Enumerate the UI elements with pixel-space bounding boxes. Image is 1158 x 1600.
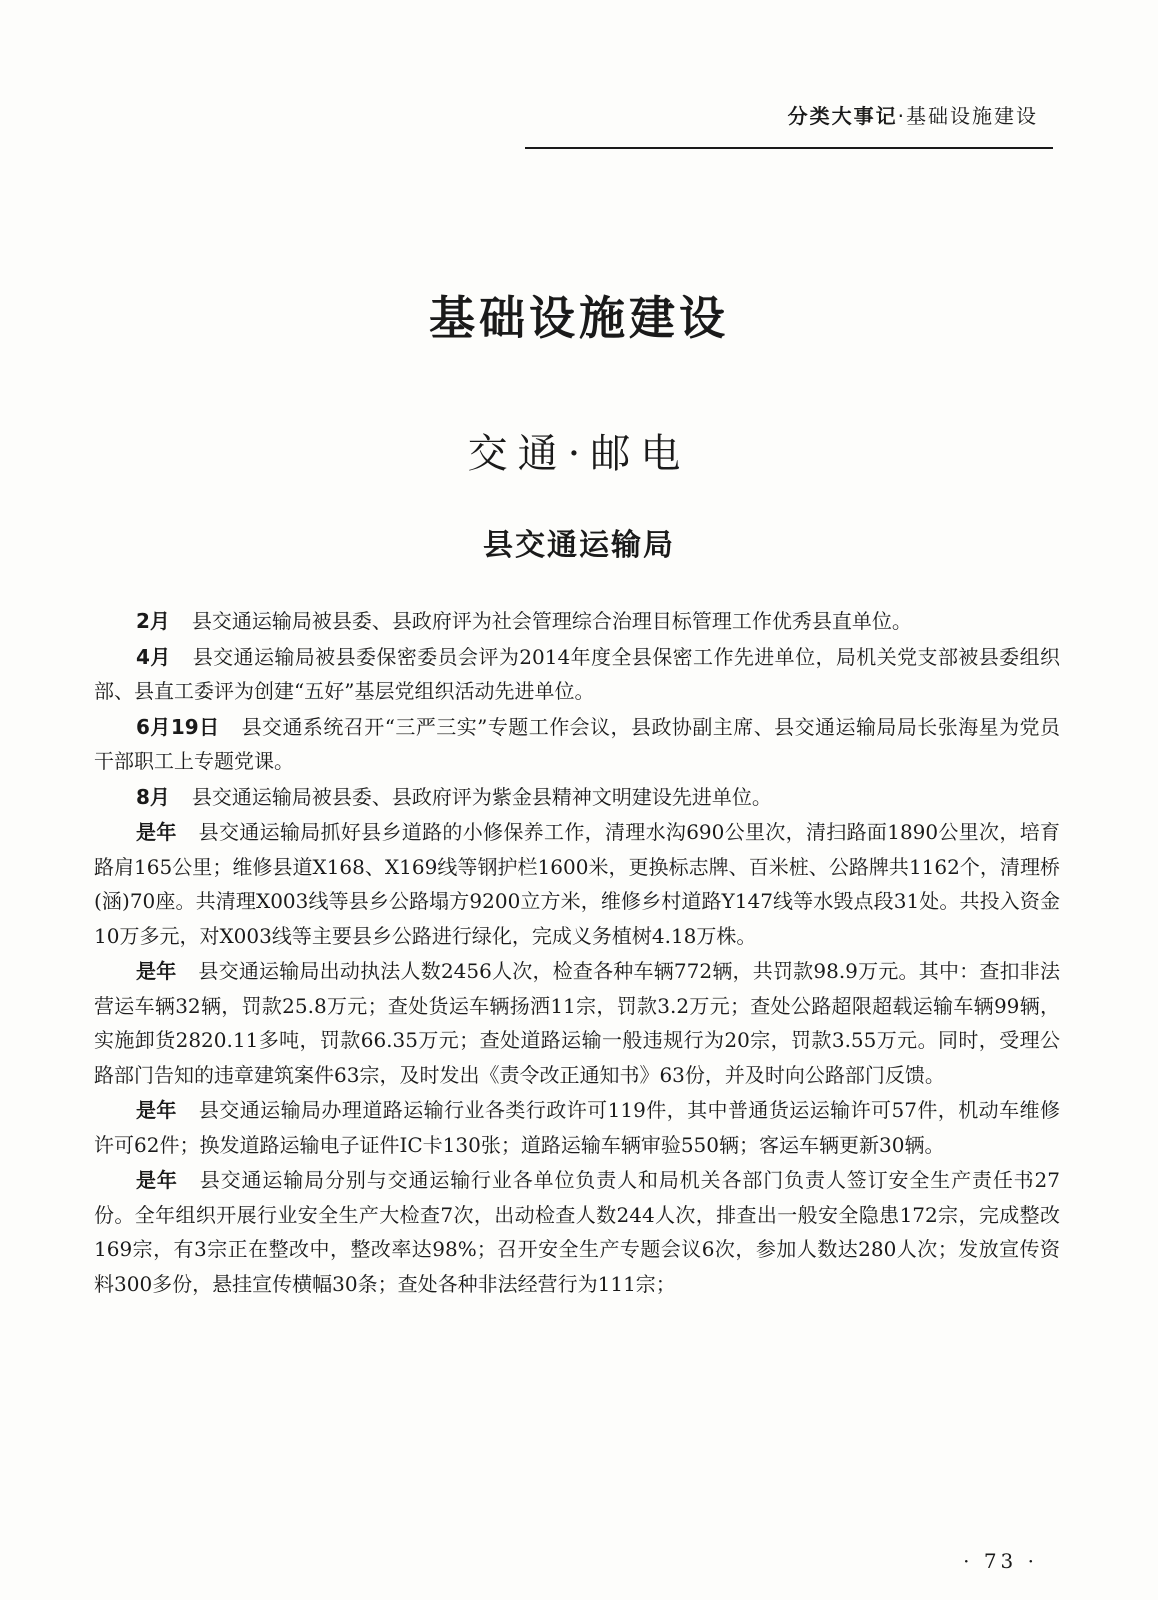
entry-paragraph xyxy=(94,954,1060,1092)
entry-text: 县交通运输局被县委、县政府评为紫金县精神文明建设先进单位。 xyxy=(191,784,772,809)
page-number: · 73 · xyxy=(963,1549,1038,1573)
running-head xyxy=(788,100,1038,129)
entry-paragraph xyxy=(94,710,1060,779)
running-head-category: 分类大事记 xyxy=(787,104,898,128)
chapter-title: 基础设施建设 xyxy=(429,291,729,345)
entry-paragraph xyxy=(94,815,1060,953)
entry-text: 县交通运输局分别与交通运输行业各单位负责人和局机关各部门负责人签订安全生产责任书27份。全年组织开展行业安全生产大检查7次，出动检查人数244人次，排查出一般安全隐患172宗，完成整改169宗，有3宗正在整改中，整改率达98%；召开安全生产专题会议6次，参加人数达280人次；发放宣传资料300多份，悬挂宣传横幅30条；查处各种非法经营行为111宗； xyxy=(94,1168,1061,1296)
entry-text: 县交通运输局出动执法人数2456人次，检查各种车辆772辆，共罚款98.9万元。其中：查扣非法营运车辆32辆，罚款25.8万元；查处货运车辆扬洒11宗，罚款3.2万元；查处公路超限超载运输车辆99辆，实施卸货2820.11多吨，罚款66.35万元；查处道路运输一般违规行为20宗，罚款3.55万元。同时，受理公路部门告知的违章建筑案件63宗，及时发出《责令改正通知书》63份，并及时向公路部门反馈。 xyxy=(94,959,1060,1087)
running-head-section: ·基础设施建设 xyxy=(897,104,1038,128)
subsection-title: 县交通运输局 xyxy=(483,528,675,563)
entry-text: 县交通运输局办理道路运输行业各类行政许可119件，其中普通货运运输许可57件，机动车维修许可62件；换发道路运输电子证件IC卡130张；道路运输车辆审验550辆；客运车辆更新30辆。 xyxy=(94,1098,1060,1157)
entry-paragraph xyxy=(94,780,1060,815)
body-text xyxy=(94,604,1060,1302)
entry-paragraph xyxy=(94,1163,1060,1301)
section-title: 交通·邮电 xyxy=(467,431,691,477)
entry-date: 是年 xyxy=(136,1098,177,1122)
entry-date: 8月 xyxy=(136,784,170,809)
entry-date: 6月19日 xyxy=(136,714,220,739)
entry-text: 县交通运输局抓好县乡道路的小修保养工作，清理水沟690公里次，清扫路面1890公里次，培育路肩165公里；维修县道X168、X169线等钢护栏1600米，更换标志牌、百米桩、公路牌共1162个，清理桥(涵)70座。共清理X003线等县乡公路塌方9200立方米，维修乡村道路Y147线等水毁点段31处。共投入资金10万多元，对X003线等主要县乡公路进行绿化，完成义务植树4.18万株。 xyxy=(94,820,1061,948)
entry-date: 2月 xyxy=(136,609,170,633)
entry-date: 是年 xyxy=(136,959,177,983)
entry-paragraph xyxy=(94,640,1060,709)
entry-text: 县交通运输局被县委保密委员会评为2014年度全县保密工作先进单位，局机关党支部被县委组织部、县直工委评为创建“五好”基层党组织活动先进单位。 xyxy=(94,644,1060,703)
entry-text: 县交通系统召开“三严三实”专题工作会议，县政协副主席、县交通运输局局长张海星为党员干部职工上专题党课。 xyxy=(94,714,1061,773)
header-rule xyxy=(525,147,1053,149)
entry-paragraph xyxy=(94,1093,1060,1162)
entry-date: 是年 xyxy=(136,820,177,844)
entry-date: 是年 xyxy=(136,1168,178,1192)
entry-paragraph xyxy=(94,604,1060,639)
entry-date: 4月 xyxy=(136,644,171,669)
entry-text: 县交通运输局被县委、县政府评为社会管理综合治理目标管理工作优秀县直单位。 xyxy=(191,609,912,633)
